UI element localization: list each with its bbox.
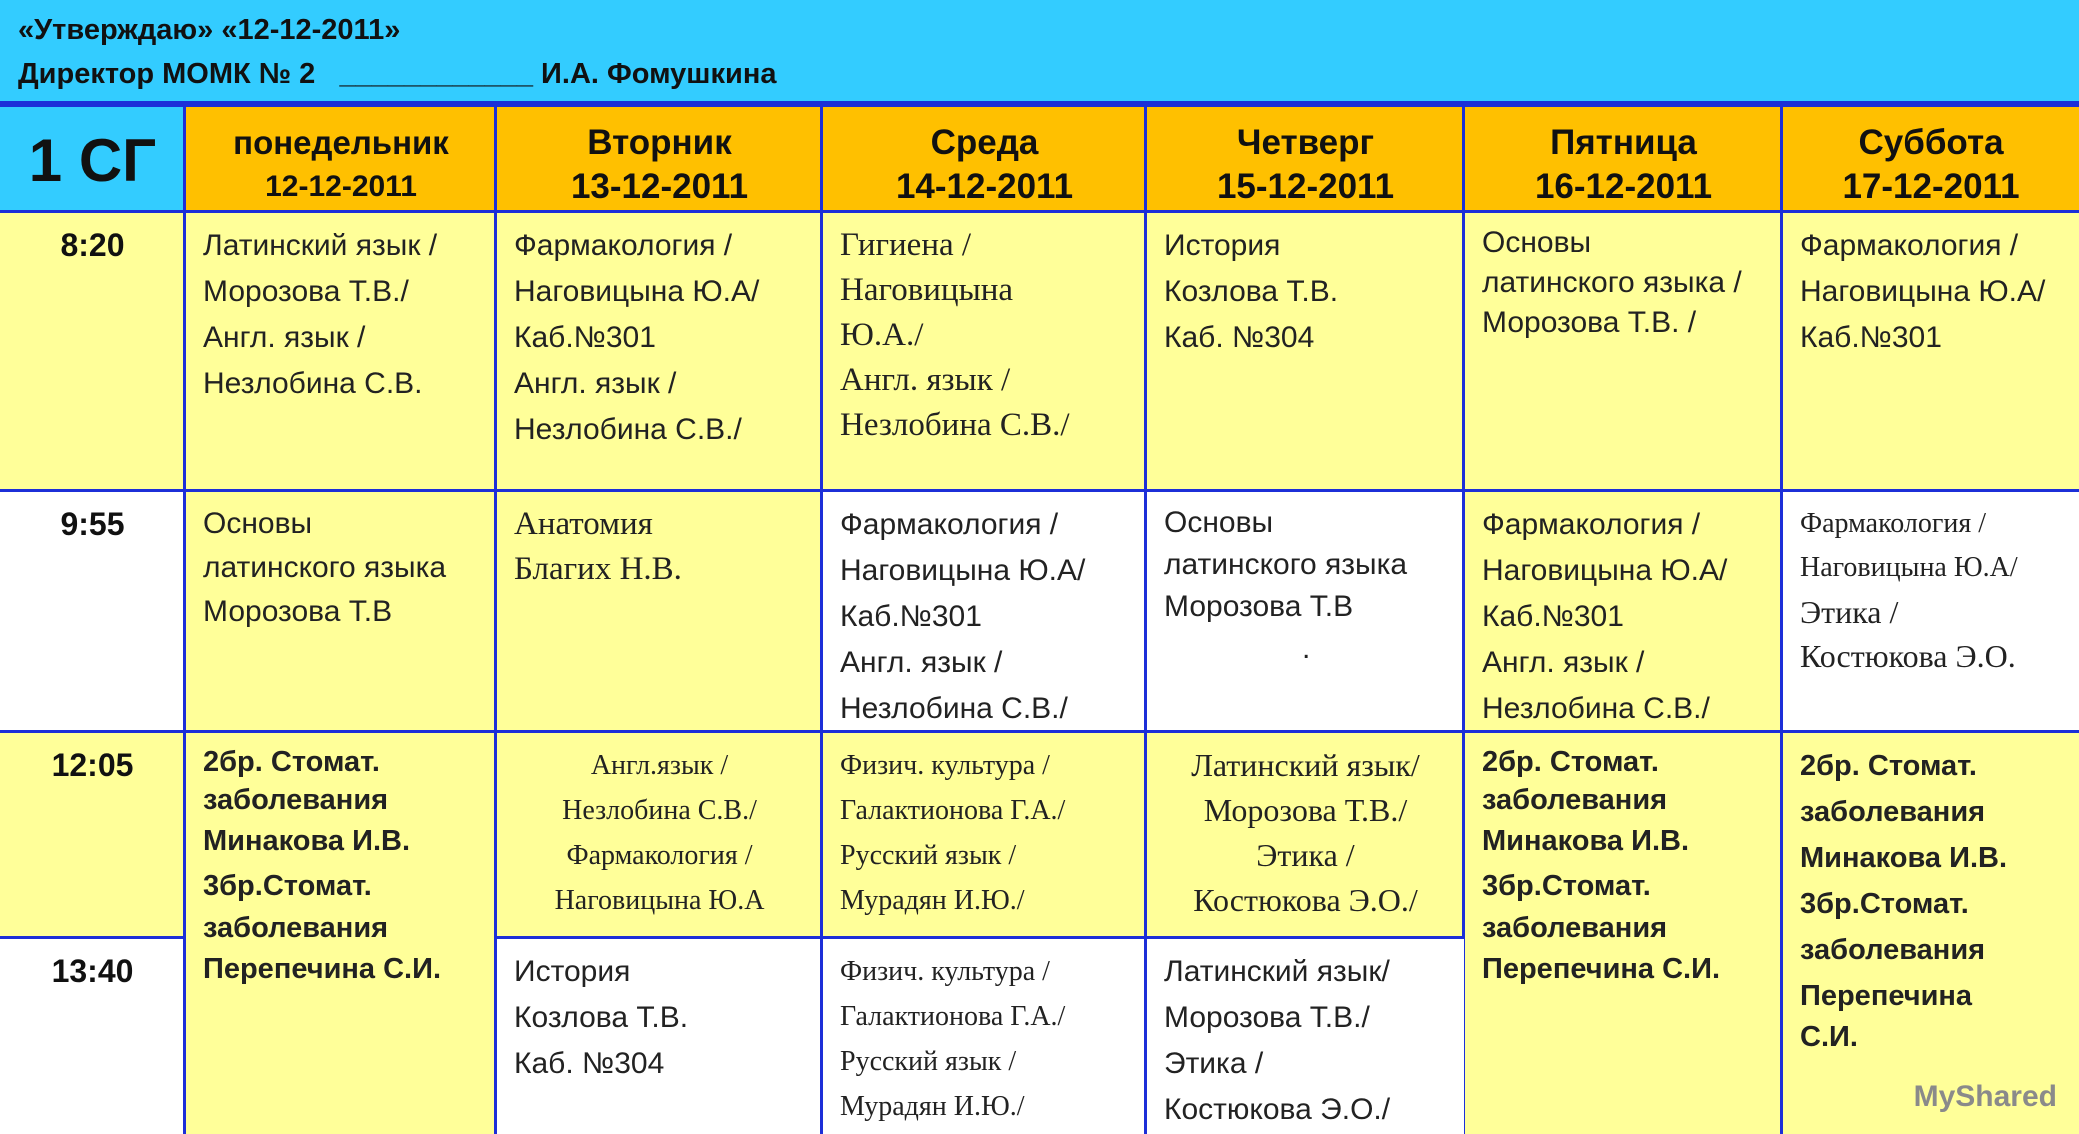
lesson-wed-4: Физич. культура / Галактионова Г.А./ Русский язык / Мурадян И.Ю./ <box>820 936 1146 1134</box>
lesson-mon-2: Основы латинского языка Морозова Т.В <box>183 489 496 732</box>
lesson-thu-4: Латинский язык/ Морозова Т.В./ Этика / Костюкова Э.О./ <box>1144 936 1464 1134</box>
lesson-tue-4: История Козлова Т.В. Каб. №304 <box>494 936 822 1134</box>
group-label: 1 СГ <box>0 104 185 212</box>
watermark-logo: MyShared <box>1913 1080 2057 1113</box>
lesson-tue-3: Англ.язык / Незлобина С.В./ Фармакология / Наговицына Ю.А <box>494 730 822 938</box>
time-slot-1: 8:20 <box>0 210 185 491</box>
lesson-wed-3: Физич. культура / Галактионова Г.А./ Русский язык / Мурадян И.Ю./ <box>820 730 1146 938</box>
approval-header <box>0 0 2079 104</box>
day-header-wednesday: Среда 14-12-2011 <box>820 104 1146 212</box>
lesson-thu-1: История Козлова Т.В. Каб. №304 <box>1144 210 1464 491</box>
lesson-sat-1: Фармакология / Наговицына Ю.А/ Каб.№301 <box>1780 210 2079 491</box>
lesson-tue-2: Анатомия Благих Н.В. <box>494 489 822 732</box>
lesson-mon-1: Латинский язык / Морозова Т.В./ Англ. язык / Незлобина С.В. <box>183 210 496 491</box>
time-slot-2: 9:55 <box>0 489 185 732</box>
lesson-fri-2: Фармакология / Наговицына Ю.А/ Каб.№301 Англ. язык / Незлобина С.В./ <box>1462 489 1782 732</box>
day-header-friday: Пятница 16-12-2011 <box>1462 104 1782 212</box>
lesson-sat-3-4: 2бр. Стомат. заболевания Минакова И.В. 3бр.Стомат. заболевания Перепечина С.И. <box>1780 730 2079 1134</box>
time-slot-3: 12:05 <box>0 730 185 938</box>
lesson-thu-3: Латинский язык/ Морозова Т.В./ Этика / Костюкова Э.О./ <box>1144 730 1464 938</box>
day-header-thursday: Четверг 15-12-2011 <box>1144 104 1464 212</box>
lesson-fri-3-4: 2бр. Стомат. заболевания Минакова И.В. 3бр.Стомат. заболевания Перепечина С.И. <box>1462 730 1782 1134</box>
day-header-saturday: Суббота 17-12-2011 <box>1780 104 2079 212</box>
schedule-table <box>0 104 2079 1134</box>
time-slot-4: 13:40 <box>0 936 185 1134</box>
day-header-monday: понедельник 12-12-2011 <box>183 104 496 212</box>
lesson-tue-1: Фармакология / Наговицына Ю.А/ Каб.№301 Англ. язык / Незлобина С.В./ <box>494 210 822 491</box>
lesson-wed-1: Гигиена / Наговицына Ю.А./ Англ. язык / Незлобина С.В./ <box>820 210 1146 491</box>
lesson-mon-3-4: 2бр. Стомат. заболевания Минакова И.В. 3бр.Стомат. заболевания Перепечина С.И. <box>183 730 496 1134</box>
day-header-tuesday: Вторник 13-12-2011 <box>494 104 822 212</box>
lesson-thu-2: Основы латинского языка Морозова Т.В . <box>1144 489 1464 732</box>
approval-line: «Утверждаю» «12-12-2011» <box>18 14 401 46</box>
lesson-sat-2: Фармакология / Наговицына Ю.А/ Этика / Костюкова Э.О. <box>1780 489 2079 732</box>
lesson-fri-1: Основы латинского языка / Морозова Т.В. / <box>1462 210 1782 491</box>
director-line: Директор МОМК № 2 ____________ И.А. Фомушкина <box>18 58 777 90</box>
lesson-wed-2: Фармакология / Наговицына Ю.А/ Каб.№301 Англ. язык / Незлобина С.В./ <box>820 489 1146 732</box>
